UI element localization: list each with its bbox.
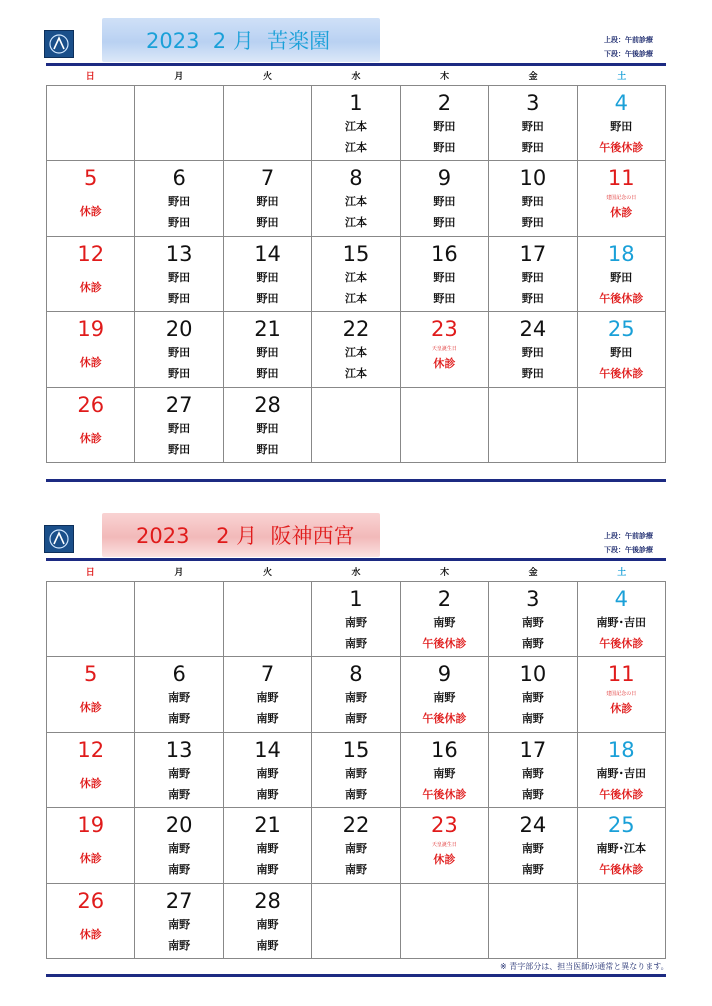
afternoon-doctor: 南野: [521, 637, 544, 650]
morning-doctor: 江本: [344, 120, 367, 133]
afternoon-doctor: 野田: [168, 442, 191, 456]
day-number: 16: [431, 737, 458, 762]
day-number: 16: [431, 241, 458, 266]
day-number: 1: [349, 587, 363, 611]
day-cell-11: [577, 161, 665, 236]
afternoon-doctor: 野田: [256, 216, 279, 230]
morning-doctor: 南野･江本: [596, 842, 647, 856]
afternoon-doctor: 南野: [168, 938, 191, 952]
day-cell-25: [577, 808, 665, 883]
day-number: 24: [519, 317, 547, 342]
calendar-title: 2023 2 月 阪神西宮: [136, 524, 355, 548]
day-number: 17: [519, 737, 547, 762]
calendar-title-banner: [102, 18, 380, 62]
day-number: 18: [607, 737, 635, 762]
week-row: [47, 582, 666, 657]
day-number: 18: [607, 241, 635, 266]
morning-doctor: 南野: [344, 766, 367, 780]
afternoon-doctor: 野田: [256, 291, 279, 305]
closed-label: 休診: [79, 927, 102, 941]
afternoon-doctor: 南野: [344, 637, 367, 650]
day-number: 10: [519, 662, 547, 687]
afternoon-doctor: 野田: [256, 367, 279, 381]
week-row: [47, 161, 666, 236]
morning-doctor: 南野: [344, 691, 367, 705]
day-cell-17: [489, 236, 577, 311]
day-cell-18: [577, 732, 665, 807]
section-divider: [46, 479, 666, 482]
day-number: 20: [165, 813, 193, 838]
day-cell-27: [135, 387, 223, 462]
day-cell-21: [223, 808, 311, 883]
section-divider: [46, 974, 666, 977]
morning-doctor: 野田: [256, 270, 279, 284]
day-cell-1: [312, 582, 400, 657]
afternoon-doctor: 午後休診: [599, 291, 644, 305]
afternoon-doctor: 野田: [256, 442, 279, 456]
morning-doctor: 南野: [256, 766, 279, 780]
day-number: 19: [77, 317, 105, 342]
closed-label: 休診: [433, 357, 456, 371]
afternoon-doctor: 野田: [521, 216, 544, 230]
holiday-note: 建国記念の日: [606, 691, 637, 698]
weekday-fri: 金: [528, 568, 538, 578]
day-number: 26: [77, 392, 105, 417]
day-cell-25: [577, 312, 665, 387]
day-number: 9: [437, 166, 452, 191]
day-cell-21: [223, 312, 311, 387]
closed-label: 休診: [79, 280, 102, 294]
day-cell-9: [400, 161, 488, 236]
day-cell-18: [577, 236, 665, 311]
morning-doctor: 南野: [344, 616, 367, 629]
day-number: 3: [526, 91, 540, 115]
weekday-wed: 水: [351, 72, 361, 82]
day-number: 25: [607, 317, 635, 342]
empty-day-cell: [312, 387, 400, 462]
morning-doctor: 南野: [433, 691, 456, 705]
calendar-title-banner: [102, 513, 380, 557]
empty-day-cell: [312, 883, 400, 958]
closed-label: 休診: [610, 206, 633, 220]
holiday-note: 建国記念の日: [606, 195, 637, 202]
calendar-grid: [46, 85, 666, 463]
day-cell-8: [312, 161, 400, 236]
day-number: 6: [172, 166, 186, 191]
session-legend: [604, 529, 653, 557]
day-cell-22: [312, 312, 400, 387]
day-number: 14: [254, 241, 281, 266]
day-cell-19: [47, 312, 135, 387]
afternoon-doctor: 南野: [168, 863, 191, 877]
holiday-note: 天皇誕生日: [431, 346, 457, 353]
week-row: [47, 387, 666, 462]
day-cell-1: [312, 86, 400, 161]
afternoon-doctor: 南野: [344, 863, 367, 877]
day-number: 9: [437, 662, 452, 687]
day-number: 19: [77, 813, 105, 838]
afternoon-doctor: 南野: [256, 787, 279, 801]
day-number: 23: [431, 317, 458, 342]
afternoon-doctor: 午後休診: [599, 863, 644, 877]
afternoon-doctor: 野田: [433, 141, 456, 154]
legend-upper: 上段：午前診療: [604, 36, 653, 44]
afternoon-doctor: 野田: [168, 367, 191, 381]
day-number: 2: [437, 91, 452, 115]
afternoon-doctor: 南野: [256, 938, 279, 952]
morning-doctor: 野田: [521, 346, 544, 360]
weekday-mon: 月: [174, 568, 184, 578]
morning-doctor: 野田: [433, 195, 456, 209]
clinic-logo-icon: [44, 525, 74, 553]
header-rule: [46, 558, 666, 561]
week-row: [47, 312, 666, 387]
day-number: 26: [77, 888, 105, 913]
day-cell-16: [400, 236, 488, 311]
calendar-grid: [46, 581, 666, 959]
day-number: 1: [349, 91, 363, 115]
empty-day-cell: [489, 883, 577, 958]
day-cell-12: [47, 732, 135, 807]
week-row: [47, 808, 666, 883]
day-cell-16: [400, 732, 488, 807]
empty-day-cell: [577, 387, 665, 462]
day-cell-14: [223, 732, 311, 807]
day-number: 21: [254, 813, 281, 838]
afternoon-doctor: 午後休診: [599, 787, 644, 801]
closed-label: 休診: [610, 702, 633, 716]
afternoon-doctor: 南野: [256, 712, 279, 726]
closed-label: 休診: [79, 431, 102, 445]
day-cell-6: [135, 657, 223, 732]
day-cell-4: [577, 582, 665, 657]
empty-day-cell: [223, 582, 311, 657]
day-number: 7: [260, 166, 275, 191]
closed-label: 休診: [79, 776, 102, 790]
week-row: [47, 236, 666, 311]
day-cell-27: [135, 883, 223, 958]
empty-day-cell: [223, 86, 311, 161]
week-row: [47, 732, 666, 807]
closed-label: 休診: [79, 205, 102, 219]
morning-doctor: 南野: [521, 842, 544, 856]
empty-day-cell: [47, 582, 135, 657]
day-cell-12: [47, 236, 135, 311]
header-rule: [46, 63, 666, 66]
day-number: 10: [519, 166, 547, 191]
day-number: 11: [607, 662, 635, 687]
weekday-thu: 木: [440, 72, 450, 82]
day-number: 6: [172, 662, 186, 687]
afternoon-doctor: 野田: [433, 216, 456, 230]
day-number: 22: [342, 317, 370, 342]
day-number: 21: [254, 317, 281, 342]
session-legend: [604, 33, 653, 61]
afternoon-doctor: 野田: [521, 141, 544, 154]
afternoon-doctor: 南野: [344, 787, 367, 801]
day-number: 13: [165, 737, 193, 762]
weekday-sun: 日: [85, 72, 95, 82]
day-cell-15: [312, 732, 400, 807]
day-number: 12: [77, 737, 105, 762]
weekday-sat: 土: [617, 568, 627, 578]
afternoon-doctor: 午後休診: [422, 637, 467, 650]
calendar-title: 2023 2 月 苦楽園: [146, 29, 331, 53]
afternoon-doctor: 南野: [344, 712, 367, 726]
day-cell-24: [489, 312, 577, 387]
day-number: 23: [431, 813, 458, 838]
morning-doctor: 南野: [168, 766, 191, 780]
afternoon-doctor: 江本: [344, 291, 367, 305]
empty-day-cell: [135, 86, 223, 161]
day-number: 4: [614, 587, 628, 611]
day-cell-8: [312, 657, 400, 732]
morning-doctor: 江本: [344, 195, 367, 209]
morning-doctor: 南野: [256, 917, 279, 931]
morning-doctor: 野田: [168, 346, 191, 360]
day-cell-10: [489, 161, 577, 236]
morning-doctor: 南野: [168, 917, 191, 931]
weekday-header: [46, 566, 666, 580]
week-row: [47, 86, 666, 161]
morning-doctor: 南野: [168, 842, 191, 856]
holiday-note: 天皇誕生日: [431, 842, 457, 849]
day-cell-19: [47, 808, 135, 883]
footnote: ※ 青字部分は、担当医師が通常と異なります。: [500, 962, 669, 971]
day-number: 11: [607, 166, 635, 191]
day-cell-5: [47, 161, 135, 236]
afternoon-doctor: 野田: [521, 291, 544, 305]
day-cell-6: [135, 161, 223, 236]
week-row: [47, 657, 666, 732]
weekday-sun: 日: [85, 568, 95, 578]
day-number: 27: [165, 392, 193, 417]
closed-label: 休診: [433, 853, 456, 867]
morning-doctor: 南野: [344, 842, 367, 856]
day-number: 14: [254, 737, 281, 762]
day-cell-3: [489, 582, 577, 657]
afternoon-doctor: 野田: [521, 367, 544, 381]
morning-doctor: 野田: [521, 120, 544, 133]
day-cell-28: [223, 883, 311, 958]
day-number: 24: [519, 813, 547, 838]
morning-doctor: 野田: [433, 270, 456, 284]
empty-day-cell: [47, 86, 135, 161]
day-number: 25: [607, 813, 635, 838]
day-number: 13: [165, 241, 193, 266]
day-cell-20: [135, 808, 223, 883]
weekday-mon: 月: [174, 72, 184, 82]
day-number: 2: [437, 587, 452, 611]
afternoon-doctor: 南野: [256, 863, 279, 877]
morning-doctor: 野田: [256, 195, 279, 209]
empty-day-cell: [577, 883, 665, 958]
afternoon-doctor: 野田: [433, 291, 456, 305]
afternoon-doctor: 江本: [344, 367, 367, 381]
legend-lower: 下段：午後診療: [604, 50, 653, 58]
empty-day-cell: [135, 582, 223, 657]
morning-doctor: 野田: [521, 195, 544, 209]
afternoon-doctor: 午後休診: [599, 141, 644, 154]
morning-doctor: 南野: [521, 616, 544, 629]
legend-lower: 下段：午後診療: [604, 546, 653, 554]
day-cell-20: [135, 312, 223, 387]
day-cell-13: [135, 732, 223, 807]
closed-label: 休診: [79, 356, 102, 370]
weekday-wed: 水: [351, 568, 361, 578]
weekday-tue: 火: [262, 568, 272, 578]
afternoon-doctor: 南野: [521, 787, 544, 801]
week-row: [47, 883, 666, 958]
weekday-sat: 土: [617, 72, 627, 82]
morning-doctor: 南野: [256, 691, 279, 705]
closed-label: 休診: [79, 701, 102, 715]
legend-upper: 上段：午前診療: [604, 532, 653, 540]
day-number: 20: [165, 317, 193, 342]
day-cell-14: [223, 236, 311, 311]
morning-doctor: 野田: [256, 346, 279, 360]
day-number: 3: [526, 587, 540, 611]
morning-doctor: 南野･吉田: [596, 616, 647, 629]
clinic-logo-icon: [44, 30, 74, 58]
day-cell-28: [223, 387, 311, 462]
day-number: 4: [614, 91, 628, 115]
day-cell-26: [47, 387, 135, 462]
day-number: 17: [519, 241, 547, 266]
day-cell-7: [223, 161, 311, 236]
morning-doctor: 野田: [433, 120, 456, 133]
afternoon-doctor: 午後休診: [422, 787, 467, 801]
morning-doctor: 南野･吉田: [596, 766, 647, 780]
day-number: 27: [165, 888, 193, 913]
afternoon-doctor: 江本: [344, 141, 367, 154]
morning-doctor: 野田: [168, 270, 191, 284]
morning-doctor: 野田: [521, 270, 544, 284]
day-cell-24: [489, 808, 577, 883]
weekday-fri: 金: [528, 72, 538, 82]
afternoon-doctor: 午後休診: [599, 637, 644, 650]
afternoon-doctor: 午後休診: [422, 712, 467, 726]
day-cell-5: [47, 657, 135, 732]
empty-day-cell: [400, 387, 488, 462]
day-cell-13: [135, 236, 223, 311]
morning-doctor: 南野: [521, 691, 544, 705]
empty-day-cell: [489, 387, 577, 462]
morning-doctor: 野田: [610, 270, 633, 284]
morning-doctor: 南野: [256, 842, 279, 856]
morning-doctor: 南野: [168, 691, 191, 705]
morning-doctor: 野田: [168, 195, 191, 209]
day-cell-23: [400, 312, 488, 387]
day-cell-26: [47, 883, 135, 958]
afternoon-doctor: 午後休診: [599, 367, 644, 381]
day-cell-9: [400, 657, 488, 732]
weekday-tue: 火: [262, 72, 272, 82]
day-number: 28: [254, 888, 281, 913]
weekday-header: [46, 70, 666, 84]
day-cell-23: [400, 808, 488, 883]
day-number: 15: [342, 241, 370, 266]
day-number: 8: [349, 166, 363, 191]
day-cell-10: [489, 657, 577, 732]
empty-day-cell: [400, 883, 488, 958]
morning-doctor: 野田: [256, 421, 279, 435]
morning-doctor: 南野: [521, 766, 544, 780]
afternoon-doctor: 江本: [344, 216, 367, 230]
day-number: 28: [254, 392, 281, 417]
day-cell-17: [489, 732, 577, 807]
day-cell-3: [489, 86, 577, 161]
afternoon-doctor: 南野: [521, 712, 544, 726]
day-cell-4: [577, 86, 665, 161]
afternoon-doctor: 野田: [168, 291, 191, 305]
morning-doctor: 野田: [610, 120, 633, 133]
morning-doctor: 南野: [433, 616, 456, 629]
day-cell-2: [400, 582, 488, 657]
morning-doctor: 南野: [433, 766, 456, 780]
day-cell-22: [312, 808, 400, 883]
afternoon-doctor: 南野: [168, 712, 191, 726]
day-number: 12: [77, 241, 105, 266]
day-number: 8: [349, 662, 363, 687]
day-number: 22: [342, 813, 370, 838]
day-number: 15: [342, 737, 370, 762]
day-number: 5: [84, 166, 98, 191]
weekday-thu: 木: [440, 568, 450, 578]
day-cell-7: [223, 657, 311, 732]
day-cell-11: [577, 657, 665, 732]
day-number: 7: [260, 662, 275, 687]
afternoon-doctor: 南野: [168, 787, 191, 801]
day-cell-2: [400, 86, 488, 161]
afternoon-doctor: 野田: [168, 216, 191, 230]
afternoon-doctor: 南野: [521, 863, 544, 877]
day-cell-15: [312, 236, 400, 311]
closed-label: 休診: [79, 852, 102, 866]
morning-doctor: 野田: [168, 421, 191, 435]
day-number: 5: [84, 662, 98, 687]
morning-doctor: 江本: [344, 346, 367, 360]
morning-doctor: 野田: [610, 346, 633, 360]
morning-doctor: 江本: [344, 270, 367, 284]
